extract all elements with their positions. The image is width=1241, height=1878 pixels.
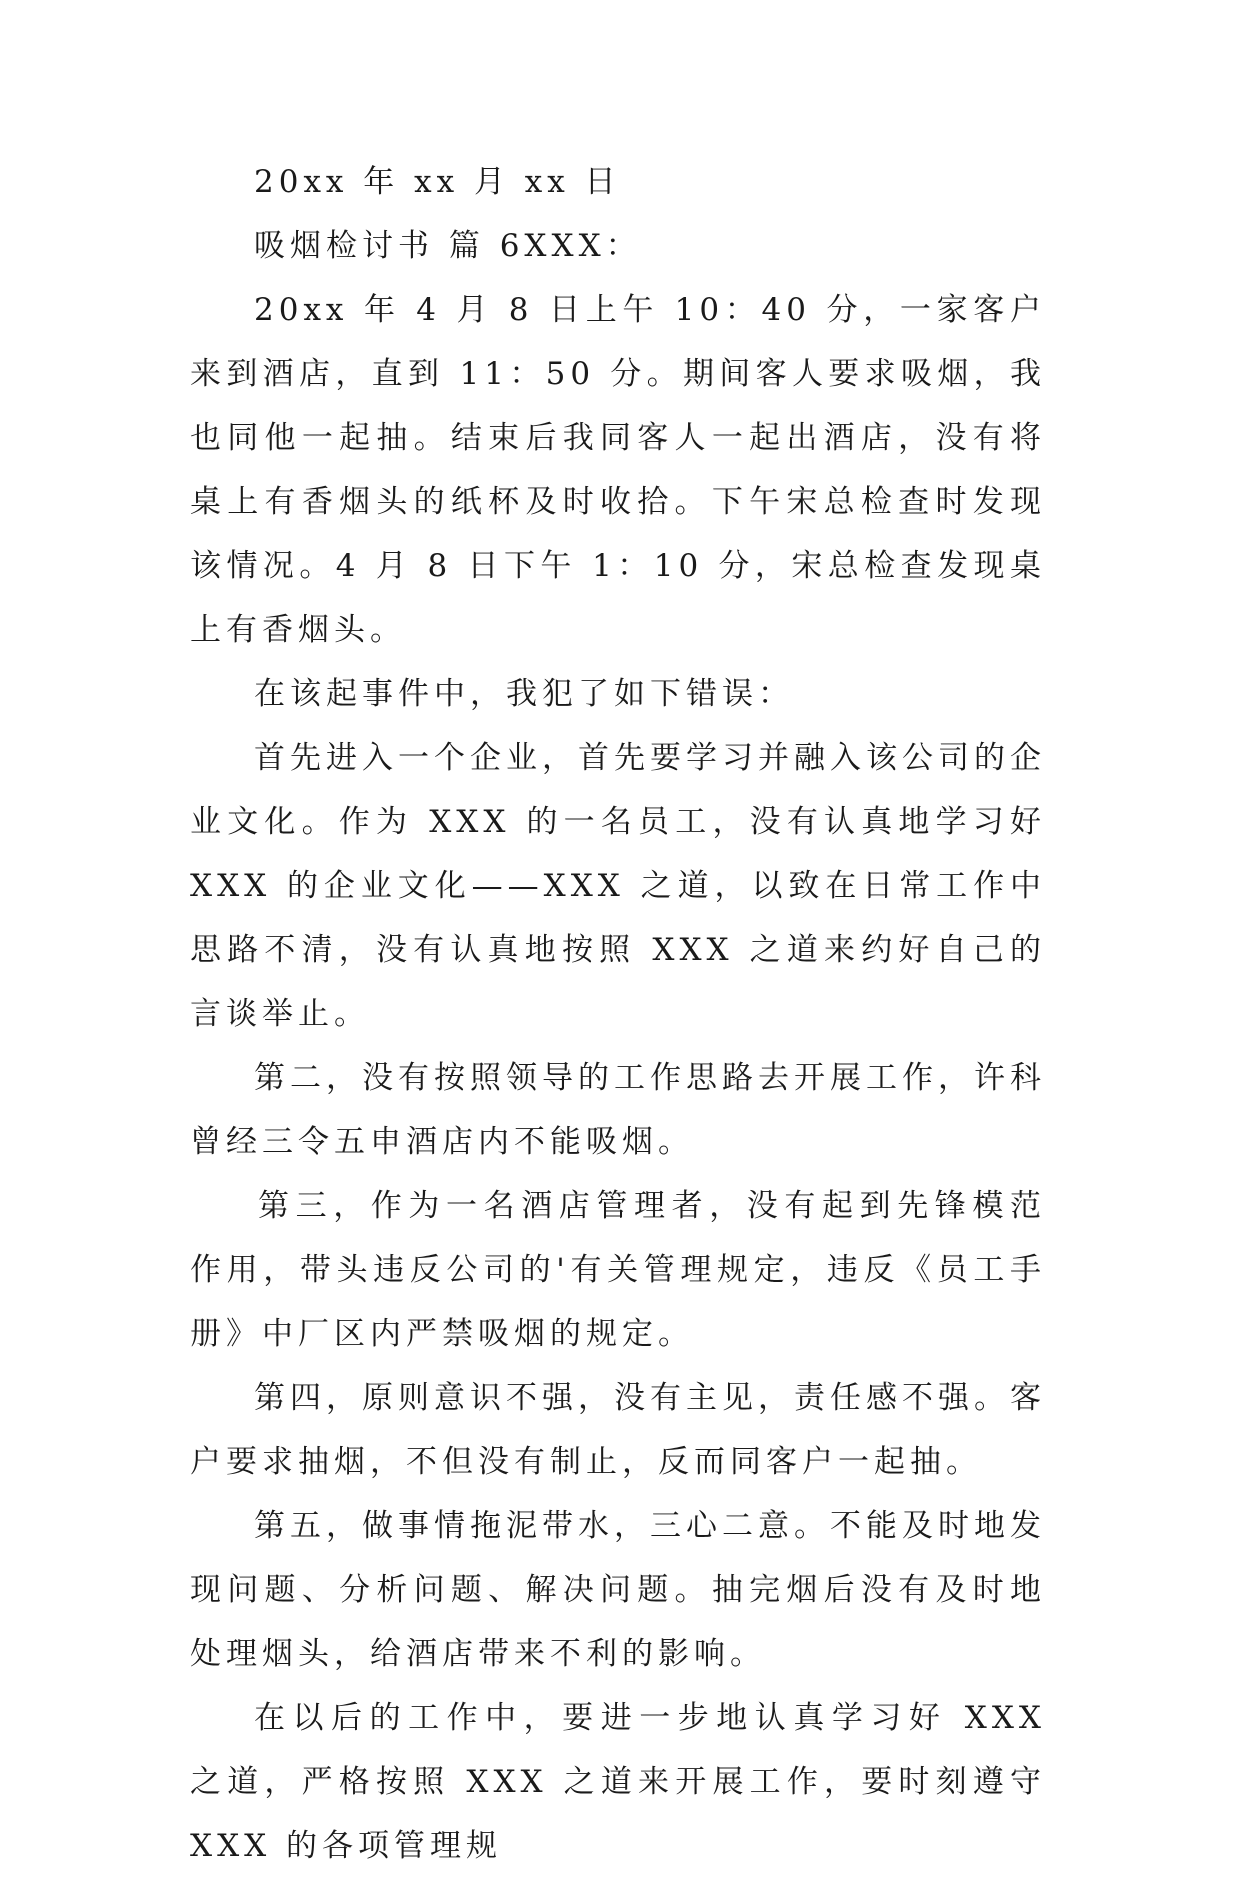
paragraph-third-error: 第三，作为一名酒店管理者，没有起到先锋模范作用，带头违反公司的'有关管理规定，违反《员工手册》中厂区内严禁吸烟的规定。 (190, 1188, 1046, 1352)
paragraph-second-error: 第二，没有按照领导的工作思路去开展工作，许科曾经三令五申酒店内不能吸烟。 (190, 1060, 1046, 1160)
paragraph-errors-intro: 在该起事件中，我犯了如下错误： (254, 676, 794, 712)
paragraph-fifth-error: 第五，做事情拖泥带水，三心二意。不能及时地发现问题、分析问题、解决问题。抽完烟后没有及时地处理烟头，给酒店带来不利的影响。 (190, 1508, 1046, 1672)
document-page (190, 150, 1046, 1878)
date-line: 20xx 年 xx 月 xx 日 (254, 164, 621, 200)
document-heading: 吸烟检讨书 篇 6XXX： (254, 228, 642, 264)
paragraph-future-commitment: 在以后的工作中，要进一步地认真学习好 XXX 之道，严格按照 XXX 之道来开展工作，要时刻遵守 XXX 的各项管理规 (190, 1700, 1046, 1864)
paragraph-incident: 20xx 年 4 月 8 日上午 10：40 分，一家客户来到酒店，直到 11：50 分。期间客人要求吸烟，我也同他一起抽。结束后我同客人一起出酒店，没有将桌上有香烟头的纸杯及时收拾。下午宋总检查时发现该情况。4 月 8 日下午 1：10 分，宋总检查发现桌上有香烟头。 (190, 292, 1046, 648)
paragraph-first-error: 首先进入一个企业，首先要学习并融入该公司的企业文化。作为 XXX 的一名员工，没有认真地学习好 XXX 的企业文化——XXX 之道，以致在日常工作中思路不清，没有认真地按照 XXX 之道来约好自己的言谈举止。 (190, 740, 1046, 1032)
paragraph-fourth-error: 第四，原则意识不强，没有主见，责任感不强。客户要求抽烟，不但没有制止，反而同客户一起抽。 (190, 1380, 1046, 1480)
